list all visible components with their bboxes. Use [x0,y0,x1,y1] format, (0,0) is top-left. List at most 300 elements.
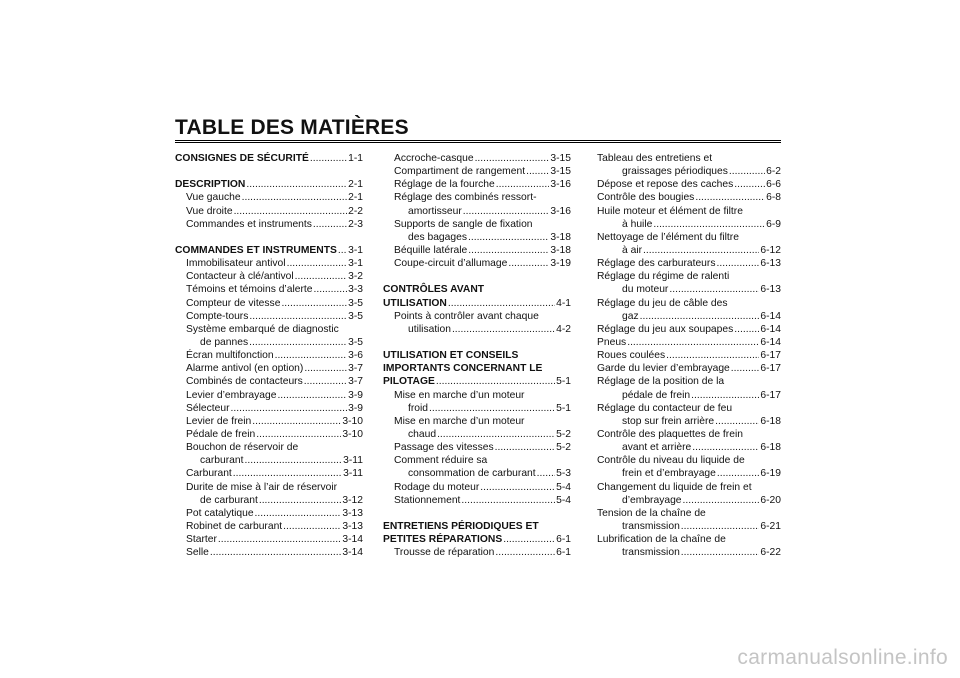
toc-entry-title: Compte-tours [186,310,249,322]
toc-entry [597,310,781,323]
toc-entry-title: UTILISATION [383,297,447,309]
toc-section-heading [175,244,363,257]
toc-entry-title: Vue gauche [186,192,241,204]
toc-page-number: 6-17 [760,389,781,401]
toc-entry-title: Écran multifonction [186,350,274,362]
toc-spacer [383,270,571,283]
toc-entry [175,415,363,428]
toc-entry-title: Carburant [186,468,232,480]
toc-page-number: 3-14 [342,534,363,546]
toc-entry-title: Trousse de réparation [394,547,495,559]
toc-entry [383,467,571,480]
toc-page-number: 3-13 [342,520,363,532]
toc-page-number: 6-2 [766,166,781,178]
toc-entry-title: Tension de la chaîne de [597,507,706,519]
toc-page-number: 3-15 [550,153,571,164]
toc-entry [383,191,571,204]
toc-entry-title: Comment réduire sa [394,455,488,467]
toc-dot-leader [242,191,348,204]
toc-page-number: 3-15 [550,166,571,178]
toc-dot-leader [537,467,555,480]
toc-entry-title: Sélecteur [186,402,230,414]
toc-entry [597,323,781,336]
toc-dot-leader [495,546,555,559]
toc-page-number: 6-9 [766,218,781,230]
toc-dot-leader [310,152,347,165]
toc-entry [175,257,363,270]
toc-entry-title: de carburant [200,494,258,506]
toc-section-heading [383,362,571,375]
toc-dot-leader [277,389,347,402]
toc-entry-title: chaud [408,428,437,440]
toc-entry-title: frein et d’embrayage [622,468,716,480]
toc-entry [175,297,363,310]
toc-entry [383,310,571,323]
toc-page-number: 3-10 [342,428,363,440]
toc-dot-leader [249,310,347,323]
toc-entry-title: Système embarqué de diagnostic [186,323,339,335]
toc-spacer [383,336,571,349]
toc-entry-title: utilisation [408,323,451,335]
toc-page-number: 6-6 [766,179,781,191]
toc-page-number: 5-2 [556,428,571,440]
toc-entry [597,283,781,296]
toc-entry [383,257,571,270]
toc-entry [175,507,363,520]
toc-page-number: 5-2 [556,442,571,454]
toc-dot-leader [715,415,759,428]
toc-entry [383,323,571,336]
toc-entry [175,349,363,362]
toc-entry [597,205,781,218]
toc-entry-title: Accroche-casque [394,153,474,164]
toc-entry [597,336,781,349]
toc-dot-leader [681,546,760,559]
toc-page-number: 3-9 [348,402,363,414]
toc-entry-title: PILOTAGE [383,376,435,388]
toc-dot-leader [643,244,759,257]
toc-entry-title: de pannes [200,336,249,348]
toc-section-heading [383,283,571,296]
toc-entry-title: Réglage du contacteur de feu [597,402,733,414]
toc-entry-title: Bouchon de réservoir de [186,442,299,454]
toc-page-number: 6-20 [760,494,781,506]
toc-entry [175,362,363,375]
toc-entry-title: CONTRÔLES AVANT [383,284,485,296]
toc-dot-leader [338,244,347,257]
toc-entry-title: ENTRETIENS PÉRIODIQUES ET [383,520,539,532]
toc-entry-title: Tableau des entretiens et [597,153,713,164]
toc-entry [597,454,781,467]
toc-page-number: 6-1 [556,547,571,559]
toc-entry-title: DESCRIPTION [175,179,246,191]
toc-entry [383,389,571,402]
toc-section-heading [383,297,571,310]
toc-page-number: 6-14 [760,336,781,348]
toc-entry-title: Contrôle des bougies [597,192,695,204]
toc-page-number: 3-9 [348,389,363,401]
toc-section-heading [175,178,363,191]
toc-entry-title: Commandes et instruments [186,218,312,230]
toc-entry-title: Vue droite [186,205,233,217]
toc-section-heading [383,375,571,388]
toc-entry [175,494,363,507]
toc-dot-leader [461,494,555,507]
title-underline-secondary [175,142,781,143]
toc-dot-leader [734,178,765,191]
toc-page-number: 6-22 [760,547,781,559]
toc-entry-title: Alarme antivol (en option) [186,363,304,375]
toc-dot-leader [653,218,765,231]
toc-dot-leader [463,205,550,218]
toc-entry [175,310,363,323]
toc-dot-leader [233,467,342,480]
toc-entry [175,467,363,480]
toc-entry [383,481,571,494]
toc-page-number: 3-5 [348,336,363,348]
toc-page-number: 3-18 [550,244,571,256]
toc-entry-title: Réglage du régime de ralenti [597,271,730,283]
toc-entry-title: Nettoyage de l’élément du filtre [597,231,739,243]
toc-entry [597,520,781,533]
toc-entry [597,270,781,283]
toc-spacer [175,231,363,244]
toc-dot-leader [734,323,759,336]
toc-entry [175,389,363,402]
toc-column-2 [383,152,571,559]
toc-page-number: 3-1 [348,258,363,270]
toc-page-number: 6-21 [760,520,781,532]
toc-dot-leader [281,297,347,310]
toc-entry-title: Compartiment de rangement [394,166,526,178]
toc-dot-leader [475,152,550,165]
toc-dot-leader [496,178,550,191]
toc-dot-leader [283,520,341,533]
toc-column-3 [597,152,781,559]
toc-entry [175,402,363,415]
toc-entry-title: carburant [200,455,244,467]
toc-dot-leader [468,244,549,257]
toc-entry [597,441,781,454]
toc-dot-leader [287,257,348,270]
toc-dot-leader [304,375,347,388]
toc-dot-leader [627,336,759,349]
toc-dot-leader [717,257,760,270]
toc-entry [175,336,363,349]
toc-entry-title: à air [622,244,643,256]
toc-entry-title: transmission [622,520,680,532]
toc-section-heading [175,152,363,165]
toc-page-number: 3-7 [348,363,363,375]
toc-entry [383,415,571,428]
toc-entry [597,218,781,231]
toc-dot-leader [275,349,348,362]
toc-page-number: 5-1 [556,402,571,414]
toc-entry-title: Pot catalytique [186,507,254,519]
toc-entry [597,349,781,362]
toc-entry-title: Immobilisateur antivol [186,258,286,270]
toc-entry-title: Mise en marche d’un moteur [394,389,525,401]
toc-entry-title: Durite de mise à l’air de réservoir [186,481,338,493]
toc-entry-title: froid [408,402,429,414]
toc-entry [383,428,571,441]
toc-entry [597,297,781,310]
toc-entry [383,178,571,191]
toc-entry-title: pédale de frein [622,389,691,401]
title-underline [175,140,781,141]
toc-dot-leader [691,389,759,402]
toc-entry [175,191,363,204]
toc-page-number: 3-7 [348,376,363,388]
toc-entry [175,454,363,467]
toc-entry-title: Réglage des combinés ressort- [394,192,537,204]
toc-page-number: 3-11 [343,455,363,467]
toc-dot-leader [448,297,555,310]
toc-page-number: 3-14 [342,547,363,559]
toc-section-heading [383,520,571,533]
toc-entry [597,165,781,178]
toc-entry-title: CONSIGNES DE SÉCURITÉ [175,153,309,164]
toc-dot-leader [259,494,342,507]
toc-page-number: 3-16 [550,205,571,217]
toc-page-number: 5-4 [556,481,571,493]
toc-entry-title: Garde du levier d’embrayage [597,363,730,375]
toc-dot-leader [429,402,555,415]
toc-entry [597,257,781,270]
toc-spacer [175,165,363,178]
toc-entry-title: graissages périodiques [622,166,728,178]
toc-entry [383,231,571,244]
toc-dot-leader [526,165,549,178]
toc-entry [175,441,363,454]
toc-entry-title: gaz [622,310,639,322]
toc-page-number: 3-3 [348,284,363,296]
toc-page-number: 3-16 [550,179,571,191]
toc-page-number: 3-18 [550,231,571,243]
toc-entry [383,218,571,231]
toc-entry-title: Pédale de frein [186,428,256,440]
toc-entry-title: Coupe-circuit d’allumage [394,258,508,270]
toc-page-number: 3-10 [342,415,363,427]
toc-page-number: 3-11 [343,468,363,480]
toc-entry [175,205,363,218]
toc-dot-leader [640,310,760,323]
toc-page-number: 6-17 [760,363,781,375]
toc-entry-title: Levier de frein [186,415,252,427]
toc-entry [383,454,571,467]
toc-entry [597,546,781,559]
toc-entry [597,467,781,480]
toc-entry [597,178,781,191]
toc-entry [175,218,363,231]
toc-dot-leader [683,494,760,507]
toc-entry [597,533,781,546]
toc-entry-title: Contrôle du niveau du liquide de [597,455,745,467]
toc-page-number: 3-19 [550,258,571,270]
toc-dot-leader [246,178,347,191]
toc-entry [175,323,363,336]
toc-entry-title: consommation de carburant [408,468,536,480]
toc-entry-title: Combinés de contacteurs [186,376,303,388]
toc-page-number: 6-13 [760,258,781,270]
toc-entry-title: Béquille latérale [394,244,468,256]
toc-page-number: 5-4 [556,494,571,506]
toc-page-number: 4-1 [556,297,571,309]
toc-page-number: 2-3 [348,218,363,230]
toc-entry-title: des bagages [408,231,467,243]
toc-entry [597,428,781,441]
toc-page-number: 6-17 [760,350,781,362]
toc-dot-leader [295,270,348,283]
toc-dot-leader [218,533,341,546]
toc-section-heading [383,349,571,362]
toc-dot-leader [210,546,341,559]
toc-entry-title: Levier d’embrayage [186,389,277,401]
toc-page-number: 2-1 [348,179,363,191]
toc-dot-leader [231,402,348,415]
toc-dot-leader [249,336,347,349]
toc-dot-leader [480,481,555,494]
toc-entry-title: COMMANDES ET INSTRUMENTS [175,244,337,256]
toc-page-number: 6-12 [760,244,781,256]
toc-dot-leader [695,191,765,204]
toc-page-number: 6-19 [760,468,781,480]
toc-entry [175,428,363,441]
toc-dot-leader [692,441,759,454]
toc-page-number: 6-14 [760,323,781,335]
toc-entry [383,152,571,165]
toc-entry [597,402,781,415]
toc-page-number: 6-14 [760,310,781,322]
toc-entry-title: stop sur frein arrière [622,415,715,427]
page-title: TABLE DES MATIÈRES [175,116,409,139]
toc-entry [175,375,363,388]
toc-entry [175,520,363,533]
toc-page-number: 3-5 [348,310,363,322]
watermark: carmanualsonline.info [737,646,948,669]
toc-entry [175,270,363,283]
toc-entry-title: à huile [622,218,653,230]
toc-entry-title: Robinet de carburant [186,520,283,532]
toc-entry [597,415,781,428]
toc-page-number: 6-8 [766,192,781,204]
toc-entry [175,546,363,559]
toc-dot-leader [495,441,556,454]
toc-entry-title: Supports de sangle de fixation [394,218,533,230]
toc-spacer [383,507,571,520]
toc-entry-title: IMPORTANTS CONCERNANT LE [383,363,543,375]
toc-entry [597,362,781,375]
toc-page-number: 5-1 [556,376,571,388]
toc-entry [175,481,363,494]
toc-dot-leader [313,283,347,296]
toc-entry [383,441,571,454]
toc-entry [597,494,781,507]
toc-dot-leader [436,375,555,388]
toc-dot-leader [681,520,760,533]
toc-dot-leader [252,415,341,428]
toc-entry-title: Réglage de la position de la [597,376,725,388]
toc-dot-leader [717,467,760,480]
toc-entry [597,389,781,402]
toc-dot-leader [245,454,343,467]
toc-dot-leader [669,283,759,296]
toc-entry-title: Témoins et témoins d’alerte [186,284,313,296]
toc-page-number: 3-2 [348,271,363,283]
toc-entry [175,283,363,296]
toc-entry-title: Rodage du moteur [394,481,480,493]
toc-entry [597,375,781,388]
toc-entry-title: amortisseur [408,205,462,217]
toc-page-number: 4-2 [556,323,571,335]
toc-entry-title: Réglage de la fourche [394,179,495,191]
toc-page-number: 1-1 [348,153,363,164]
toc-dot-leader [256,428,341,441]
toc-page-number: 6-18 [760,415,781,427]
toc-entry [597,191,781,204]
toc-entry-title: Pneus [597,336,627,348]
toc-dot-leader [729,165,765,178]
toc-entry [597,481,781,494]
toc-page-number: 3-5 [348,297,363,309]
toc-page-number: 3-13 [342,507,363,519]
toc-page-number: 2-1 [348,192,363,204]
toc-entry [597,152,781,165]
toc-entry [597,231,781,244]
toc-page-number: 2-2 [348,205,363,217]
toc-entry-title: transmission [622,547,680,559]
toc-entry-title: Contrôle des plaquettes de frein [597,428,743,440]
toc-entry-title: Compteur de vitesse [186,297,281,309]
toc-dot-leader [666,349,759,362]
toc-entry [383,402,571,415]
toc-entry-title: Réglage du jeu aux soupapes [597,323,734,335]
toc-dot-leader [234,205,348,218]
toc-page-number: 3-6 [348,350,363,362]
toc-dot-leader [468,231,549,244]
toc-entry-title: Lubrification de la chaîne de [597,534,726,546]
toc-page-number: 6-18 [760,442,781,454]
toc-dot-leader [731,362,760,375]
toc-page-number: 3-1 [348,244,363,256]
toc-entry-title: UTILISATION ET CONSEILS [383,350,519,362]
toc-entry-title: Passage des vitesses [394,442,494,454]
toc-dot-leader [452,323,555,336]
toc-entry-title: avant et arrière [622,442,692,454]
toc-entry-title: d’embrayage [622,494,682,506]
toc-entry-title: Selle [186,547,209,559]
toc-entry [597,507,781,520]
toc-entry [383,546,571,559]
toc-section-heading [383,533,571,546]
toc-entry-title: Roues coulées [597,350,666,362]
toc-dot-leader [313,218,347,231]
toc-entry-title: PETITES RÉPARATIONS [383,534,503,546]
toc-page-number: 6-1 [556,534,571,546]
toc-entry-title: du moteur [622,284,669,296]
toc-dot-leader [255,507,342,520]
toc-entry [175,533,363,546]
toc-entry [597,244,781,257]
toc-entry [383,205,571,218]
toc-page-number: 5-3 [556,468,571,480]
toc-entry-title: Starter [186,534,217,546]
toc-entry-title: Changement du liquide de frein et [597,481,752,493]
toc-dot-leader [508,257,549,270]
toc-entry-title: Points à contrôler avant chaque [394,310,539,322]
toc-entry [383,494,571,507]
toc-page-number: 6-13 [760,284,781,296]
